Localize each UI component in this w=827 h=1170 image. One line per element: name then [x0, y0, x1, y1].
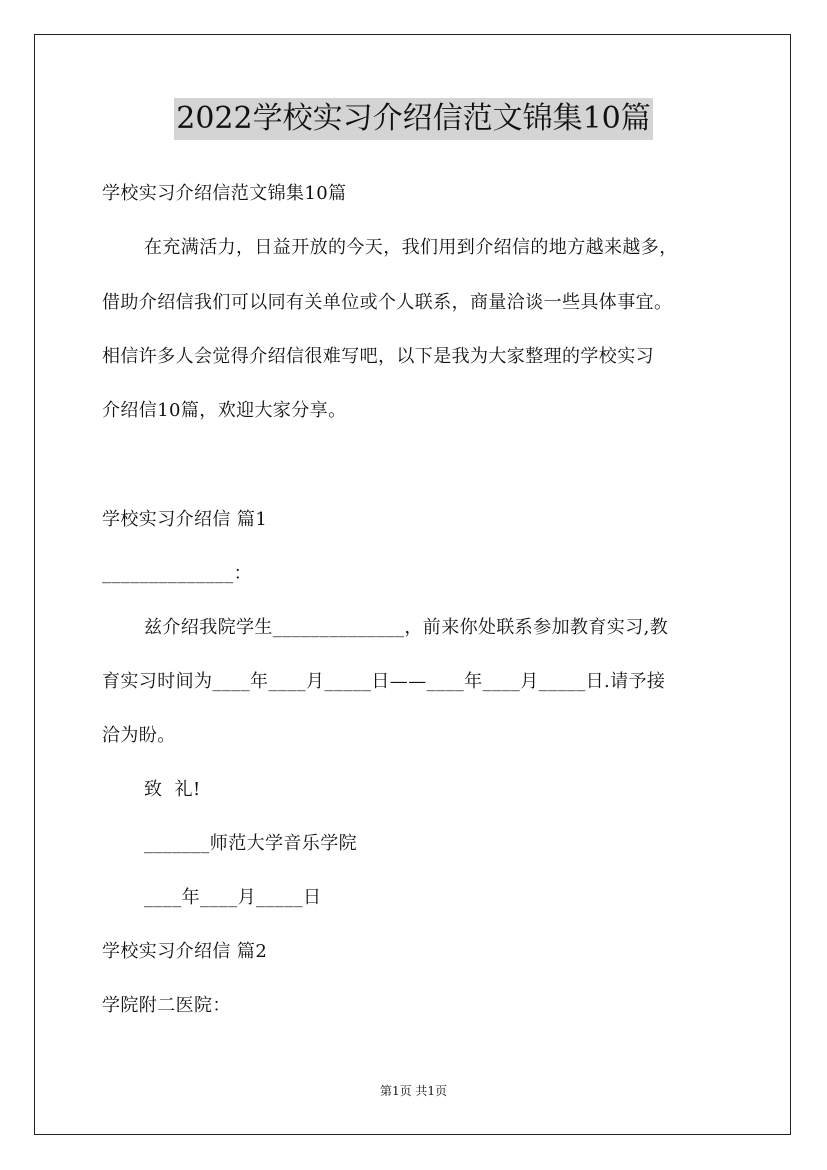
- section-heading-1: 学校实习介绍信 篇1: [102, 509, 268, 530]
- page-footer: 第1页 共1页: [379, 1084, 448, 1098]
- intro-line-4: 介绍信10篇，欢迎大家分享。: [102, 400, 347, 421]
- section-heading-2: 学校实习介绍信 篇2: [102, 941, 268, 962]
- subtitle-line: 学校实习介绍信范文锦集10篇: [102, 183, 347, 204]
- document-title: 2022学校实习介绍信范文锦集10篇: [174, 98, 653, 140]
- recipient-hospital: 学院附二医院：: [102, 995, 231, 1016]
- salutation: 致 礼!: [144, 779, 201, 800]
- recipient-blank: ______________：: [102, 563, 252, 584]
- signature-institution: _______师范大学音乐学院: [144, 833, 357, 854]
- intro-line-3: 相信许多人会觉得介绍信很难写吧，以下是我为大家整理的学校实习: [102, 346, 654, 367]
- letter-body-line-3: 洽为盼。: [102, 725, 176, 746]
- letter-body-line-2: 育实习时间为____年____月_____日——____年____月_____日.请予接: [102, 671, 666, 692]
- letter-body-line-1: 兹介绍我院学生______________，前来你处联系参加教育实习,教: [144, 617, 669, 638]
- intro-line-1: 在充满活力，日益开放的今天，我们用到介绍信的地方越来越多，: [144, 237, 678, 258]
- intro-line-2: 借助介绍信我们可以同有关单位或个人联系，商量洽谈一些具体事宜。: [102, 292, 673, 313]
- title-container: [0, 98, 827, 140]
- signature-date: ____年____月_____日: [144, 887, 322, 908]
